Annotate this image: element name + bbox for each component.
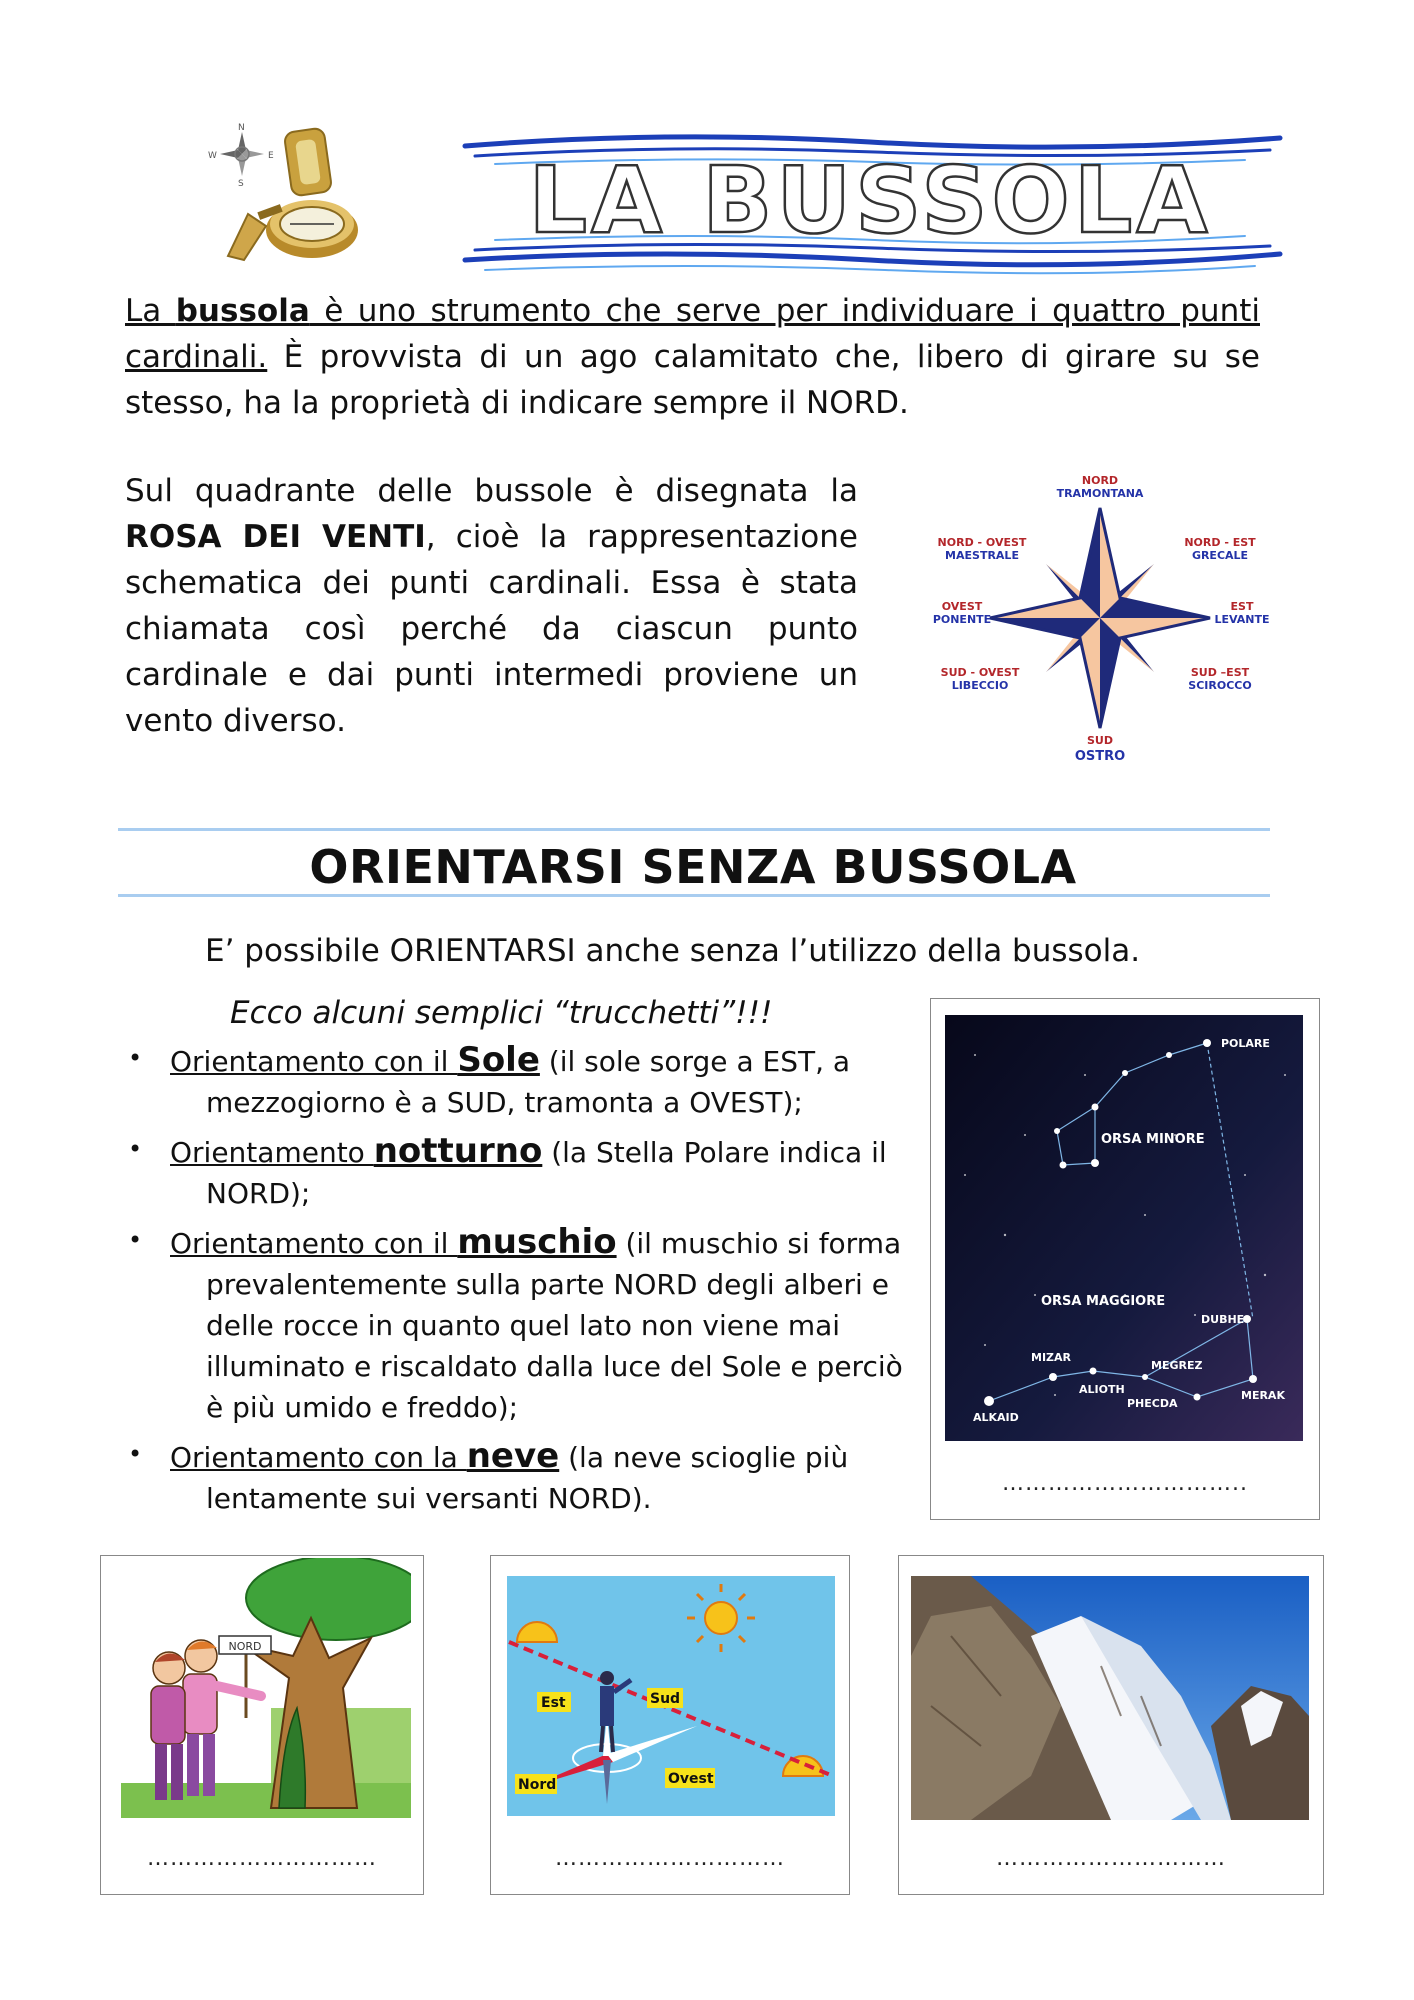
snow-caption: ………………………… [996,1846,1226,1871]
intro-lead: La [125,293,176,329]
label-alkaid: ALKAID [973,1411,1019,1424]
trick-keyword: muschio [457,1222,617,1262]
night-sky-image [945,1015,1303,1441]
bullet-icon: • [128,1135,143,1163]
brass-compass-icon [228,128,358,260]
rose-northeast: NORD - EST [1184,536,1256,549]
trick-label: Orientamento con la [170,1441,467,1474]
list-item [128,1040,918,1123]
rose-west: OVEST [941,600,983,613]
label-polare: POLARE [1221,1037,1270,1050]
sun-caption: ………………………… [555,1846,785,1871]
label-est: Est [541,1695,566,1711]
list-item [128,1436,918,1519]
nord-sign [219,1636,271,1718]
wind-rose [930,470,1290,770]
section-subtitle: E’ possibile ORIENTARSI anche senza l’utilizzo della bussola. [205,933,1141,969]
rose-southwest-wind: LIBECCIO [951,679,1009,692]
rose-north: NORD [1081,474,1119,487]
bullet-icon: • [128,1044,143,1072]
sun-card [490,1555,850,1895]
moss-tree-image [121,1558,411,1818]
rosa-paragraph [125,468,858,744]
trick-text: (la Stella Polare indica il NORD); [206,1136,887,1210]
rose-southwest: SUD - OVEST [940,666,1020,679]
mini-compass-e: E [268,151,274,161]
rose-northwest: NORD - OVEST [937,536,1027,549]
label-megrez: MEGREZ [1151,1359,1203,1372]
rose-southeast-wind: SCIROCCO [1188,679,1252,692]
rose-southeast: SUD –EST [1190,666,1250,679]
stars-card [930,998,1320,1520]
rose-northeast-wind: GRECALE [1191,549,1249,562]
label-merak: MERAK [1241,1389,1285,1402]
section-heading: ORIENTARSI SENZA BUSSOLA [309,840,1077,894]
rosa-rest: , cioè la rappresentazione schematica dei punti cardinali. Essa è stata chiamata così perché da ciascun punto cardinale e dai punti intermedi proviene un vento diverso. [125,519,858,739]
trick-keyword: neve [466,1436,560,1476]
moss-caption: ………………………… [147,1846,377,1871]
rose-south-wind: OSTRO [1074,749,1126,764]
label-ovest: Ovest [668,1771,714,1787]
rose-south: SUD [1087,734,1113,747]
label-sud: Sud [650,1691,681,1707]
intro-paragraph [125,288,1260,426]
rose-north-wind: TRAMONTANA [1056,487,1144,500]
compass-illustration [200,118,370,268]
trick-label: Orientamento [170,1136,374,1169]
mini-compass-s: S [238,179,244,189]
label-alioth: ALIOTH [1079,1383,1125,1396]
label-orsa-maggiore: ORSA MAGGIORE [1041,1294,1166,1309]
rosa-keyword: ROSA DEI VENTI [125,519,426,555]
tricks-list [128,1040,918,1527]
trick-text: (il muschio si forma prevalentemente sulla parte NORD degli alberi e delle rocce in quanto quel lato non viene mai illuminato e riscaldato dalla luce del Sole e perciò è più umido e freddo); [206,1227,903,1424]
mini-compass-rose-icon [220,132,264,176]
sun-path-image [507,1576,835,1816]
list-item [128,1131,918,1214]
intro-definition: è uno strumento che serve per individuare i quattro punti cardinali. [125,293,1260,375]
intro-needle: È provvista di un ago calamitato che, libero di girare su se stesso, ha la proprietà di indicare sempre il NORD. [125,339,1260,421]
page-title: LA BUSSOLA [528,147,1212,254]
intro-bussola: bussola [175,293,310,329]
rose-east: EST [1230,600,1254,613]
label-phecda: PHECDA [1127,1397,1178,1410]
rosa-lead: Sul quadrante delle bussole è disegnata la [125,473,858,509]
snowy-mountain-image [911,1576,1309,1820]
label-orsa-minore: ORSA MINORE [1101,1132,1205,1147]
title-banner [455,128,1285,278]
bullet-icon: • [128,1440,143,1468]
mini-compass-n: N [238,123,245,133]
label-mizar: MIZAR [1031,1351,1071,1364]
mini-compass-w: W [208,151,217,161]
rose-northwest-wind: MAESTRALE [945,549,1019,562]
trick-text: (il sole sorge a EST, a mezzogiorno è a SUD, tramonta a OVEST); [206,1045,851,1119]
rose-east-wind: LEVANTE [1214,613,1270,626]
rose-west-wind: PONENTE [932,613,992,626]
sign-text: NORD [228,1640,262,1653]
label-nord: Nord [518,1777,557,1793]
trick-text: (la neve scioglie più lentamente sui versanti NORD). [206,1441,849,1515]
trick-label: Orientamento con il [170,1227,458,1260]
trick-keyword: Sole [457,1040,540,1080]
list-item [128,1222,918,1428]
trick-label: Orientamento con il [170,1045,458,1078]
bullet-icon: • [128,1226,143,1254]
label-dubhe: DUBHE [1201,1313,1245,1326]
tricks-intro: Ecco alcuni semplici “trucchetti”!!! [230,995,773,1031]
heading-rule-bottom [118,894,1270,897]
snow-card [898,1555,1324,1895]
trick-keyword: notturno [373,1131,543,1171]
moss-card [100,1555,424,1895]
heading-rule-top [118,828,1270,831]
stars-caption: ………………………….. [1002,1471,1248,1496]
